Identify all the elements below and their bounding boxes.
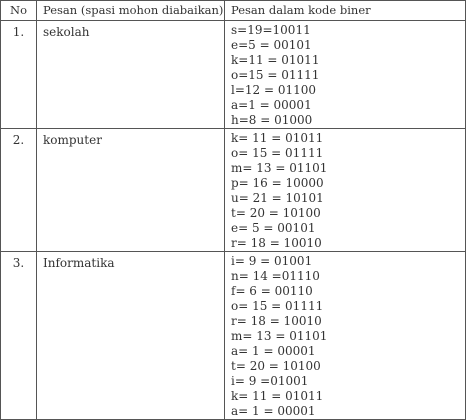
table-header-row [1,1,466,21]
binary-code-line: e= 5 = 00101 [231,221,316,235]
binary-code-line: k=11 = 01011 [231,53,320,67]
binary-code-line: l=12 = 01100 [231,83,317,97]
binary-code-line: u= 21 = 10101 [231,191,324,205]
binary-code-list [225,21,466,129]
binary-code-line: e=5 = 00101 [231,38,312,52]
message-word: komputer [37,129,225,252]
table-row [1,21,466,129]
binary-code-line: t= 20 = 10100 [231,206,321,220]
binary-code-line: o=15 = 01111 [231,68,320,82]
binary-code-line: r= 18 = 10010 [231,236,322,250]
binary-code-line: m= 13 = 01101 [231,161,328,175]
binary-code-line: a= 1 = 00001 [231,344,316,358]
message-word: Informatika [37,252,225,420]
binary-code-line: a=1 = 00001 [231,98,312,112]
table-row [1,252,466,420]
binary-code-line: n= 14 =01110 [231,269,320,283]
binary-code-line: f= 6 = 00110 [231,284,313,298]
binary-code-line: i= 9 = 01001 [231,254,313,268]
header-no: No [1,1,37,21]
header-binary: Pesan dalam kode biner [225,1,466,21]
header-message: Pesan (spasi mohon diabaikan) [37,1,225,21]
binary-code-line: s=19=10011 [231,23,311,37]
binary-code-line: o= 15 = 01111 [231,299,324,313]
message-word: sekolah [37,21,225,129]
binary-code-list [225,129,466,252]
binary-code-line: k= 11 = 01011 [231,131,324,145]
binary-code-line: a= 1 = 00001 [231,404,316,418]
table-row [1,129,466,252]
row-number: 2. [1,129,37,252]
binary-code-line: m= 13 = 01101 [231,329,328,343]
binary-code-line: o= 15 = 01111 [231,146,324,160]
binary-code-line: p= 16 = 10000 [231,176,324,190]
row-number: 3. [1,252,37,420]
binary-code-line: h=8 = 01000 [231,113,313,127]
row-number: 1. [1,21,37,129]
binary-code-line: i= 9 =01001 [231,374,309,388]
binary-code-line: r= 18 = 10010 [231,314,322,328]
binary-code-list [225,252,466,420]
binary-code-line: t= 20 = 10100 [231,359,321,373]
binary-code-line: k= 11 = 01011 [231,389,324,403]
